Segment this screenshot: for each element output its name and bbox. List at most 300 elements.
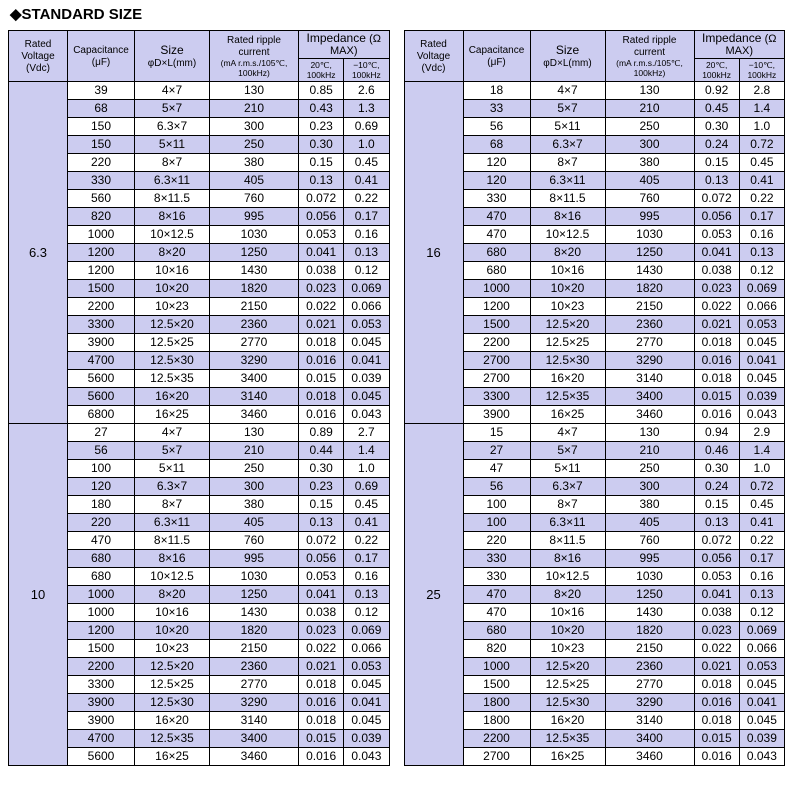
cell-impedance-20c: 0.053 bbox=[694, 568, 739, 586]
cell-capacitance: 3300 bbox=[68, 316, 135, 334]
cell-impedance-minus10c: 0.45 bbox=[739, 154, 784, 172]
cell-size: 10×12.5 bbox=[135, 568, 210, 586]
cell-ripple-current: 1250 bbox=[605, 244, 694, 262]
cell-impedance-minus10c: 0.041 bbox=[739, 694, 784, 712]
cell-size: 8×7 bbox=[135, 496, 210, 514]
header-rated-voltage-l3: (Vdc) bbox=[26, 63, 50, 74]
header-rated-voltage-l2: Voltage bbox=[21, 51, 55, 62]
cell-impedance-20c: 0.92 bbox=[694, 82, 739, 100]
cell-capacitance: 220 bbox=[463, 532, 530, 550]
cell-impedance-20c: 0.018 bbox=[299, 676, 344, 694]
cell-impedance-20c: 0.015 bbox=[299, 730, 344, 748]
cell-ripple-current: 3460 bbox=[210, 748, 299, 766]
cell-impedance-minus10c: 0.12 bbox=[344, 262, 389, 280]
cell-capacitance: 1200 bbox=[68, 622, 135, 640]
cell-size: 12.5×30 bbox=[530, 694, 605, 712]
cell-impedance-minus10c: 1.0 bbox=[739, 118, 784, 136]
cell-rated-voltage: 16 bbox=[404, 82, 463, 424]
cell-ripple-current: 2770 bbox=[605, 676, 694, 694]
header-size bbox=[530, 31, 605, 82]
cell-impedance-minus10c: 0.069 bbox=[344, 280, 389, 298]
cell-ripple-current: 3460 bbox=[210, 406, 299, 424]
cell-ripple-current: 2150 bbox=[210, 640, 299, 658]
cell-impedance-minus10c: 0.16 bbox=[344, 226, 389, 244]
cell-ripple-current: 210 bbox=[210, 442, 299, 460]
cell-capacitance: 1200 bbox=[68, 262, 135, 280]
cell-ripple-current: 210 bbox=[210, 100, 299, 118]
cell-impedance-minus10c: 0.22 bbox=[344, 190, 389, 208]
header-impedance-m10c bbox=[344, 59, 389, 82]
cell-impedance-20c: 0.15 bbox=[694, 154, 739, 172]
cell-impedance-20c: 0.053 bbox=[299, 568, 344, 586]
cell-impedance-20c: 0.30 bbox=[694, 460, 739, 478]
cell-size: 12.5×25 bbox=[530, 334, 605, 352]
cell-impedance-minus10c: 0.041 bbox=[344, 352, 389, 370]
cell-impedance-20c: 0.053 bbox=[694, 226, 739, 244]
cell-ripple-current: 300 bbox=[605, 478, 694, 496]
header-impedance-20c-label: 20℃, 100kHz bbox=[306, 60, 336, 80]
cell-impedance-20c: 0.072 bbox=[299, 190, 344, 208]
cell-capacitance: 5600 bbox=[68, 388, 135, 406]
cell-ripple-current: 2360 bbox=[605, 658, 694, 676]
cell-ripple-current: 3400 bbox=[605, 730, 694, 748]
cell-impedance-minus10c: 0.13 bbox=[344, 244, 389, 262]
cell-size: 5×11 bbox=[530, 460, 605, 478]
cell-capacitance: 3900 bbox=[68, 334, 135, 352]
cell-impedance-20c: 0.016 bbox=[299, 748, 344, 766]
cell-capacitance: 220 bbox=[68, 154, 135, 172]
cell-capacitance: 56 bbox=[463, 478, 530, 496]
cell-size: 16×25 bbox=[135, 748, 210, 766]
cell-capacitance: 1200 bbox=[68, 244, 135, 262]
cell-size: 4×7 bbox=[530, 82, 605, 100]
cell-size: 12.5×30 bbox=[530, 352, 605, 370]
cell-size: 12.5×20 bbox=[135, 658, 210, 676]
cell-impedance-20c: 0.072 bbox=[694, 532, 739, 550]
cell-impedance-20c: 0.015 bbox=[299, 370, 344, 388]
cell-impedance-minus10c: 2.6 bbox=[344, 82, 389, 100]
cell-impedance-minus10c: 0.12 bbox=[739, 262, 784, 280]
cell-impedance-minus10c: 1.0 bbox=[739, 460, 784, 478]
cell-impedance-20c: 0.023 bbox=[299, 622, 344, 640]
cell-impedance-minus10c: 0.039 bbox=[344, 730, 389, 748]
cell-ripple-current: 250 bbox=[210, 460, 299, 478]
cell-capacitance: 330 bbox=[463, 550, 530, 568]
header-rated-voltage-l3: (Vdc) bbox=[421, 63, 446, 74]
header-impedance-20c-label: 20℃, 100kHz bbox=[702, 60, 732, 80]
header-impedance-label: Impedance bbox=[702, 31, 762, 45]
cell-impedance-minus10c: 0.45 bbox=[739, 496, 784, 514]
cell-size: 4×7 bbox=[135, 82, 210, 100]
header-ripple-label: Rated ripple current bbox=[622, 35, 677, 58]
cell-impedance-minus10c: 0.69 bbox=[344, 118, 389, 136]
cell-capacitance: 1500 bbox=[463, 316, 530, 334]
cell-impedance-minus10c: 0.053 bbox=[739, 658, 784, 676]
cell-impedance-minus10c: 2.9 bbox=[739, 424, 784, 442]
cell-impedance-minus10c: 1.4 bbox=[344, 442, 389, 460]
cell-impedance-minus10c: 1.0 bbox=[344, 460, 389, 478]
cell-capacitance: 56 bbox=[68, 442, 135, 460]
cell-capacitance: 680 bbox=[68, 550, 135, 568]
header-rated-voltage-l1: Rated bbox=[420, 39, 447, 50]
cell-impedance-20c: 0.30 bbox=[299, 460, 344, 478]
cell-size: 6.3×7 bbox=[135, 478, 210, 496]
cell-impedance-20c: 0.46 bbox=[694, 442, 739, 460]
cell-ripple-current: 380 bbox=[605, 496, 694, 514]
table-row bbox=[404, 424, 785, 442]
cell-ripple-current: 1430 bbox=[605, 262, 694, 280]
cell-impedance-20c: 0.038 bbox=[299, 604, 344, 622]
cell-capacitance: 3900 bbox=[68, 694, 135, 712]
cell-impedance-20c: 0.021 bbox=[694, 658, 739, 676]
cell-capacitance: 470 bbox=[463, 604, 530, 622]
header-impedance-20c bbox=[299, 59, 344, 82]
header-size-label: Size bbox=[555, 42, 580, 57]
cell-size: 6.3×7 bbox=[135, 118, 210, 136]
cell-size: 16×20 bbox=[530, 370, 605, 388]
cell-impedance-20c: 0.056 bbox=[299, 550, 344, 568]
cell-impedance-minus10c: 0.45 bbox=[344, 154, 389, 172]
header-rated-voltage bbox=[9, 31, 68, 82]
cell-impedance-minus10c: 0.16 bbox=[739, 568, 784, 586]
cell-capacitance: 470 bbox=[463, 208, 530, 226]
cell-size: 10×20 bbox=[530, 280, 605, 298]
cell-size: 6.3×11 bbox=[135, 514, 210, 532]
cell-impedance-20c: 0.021 bbox=[694, 316, 739, 334]
cell-size: 12.5×35 bbox=[135, 370, 210, 388]
cell-impedance-minus10c: 0.045 bbox=[344, 712, 389, 730]
cell-impedance-20c: 0.038 bbox=[694, 262, 739, 280]
cell-impedance-20c: 0.041 bbox=[299, 586, 344, 604]
cell-ripple-current: 760 bbox=[605, 532, 694, 550]
cell-impedance-20c: 0.041 bbox=[694, 244, 739, 262]
cell-impedance-20c: 0.15 bbox=[299, 154, 344, 172]
cell-impedance-20c: 0.016 bbox=[299, 406, 344, 424]
cell-ripple-current: 405 bbox=[210, 514, 299, 532]
cell-impedance-minus10c: 0.045 bbox=[739, 370, 784, 388]
cell-impedance-20c: 0.016 bbox=[694, 748, 739, 766]
cell-capacitance: 56 bbox=[463, 118, 530, 136]
cell-impedance-20c: 0.072 bbox=[299, 532, 344, 550]
cell-ripple-current: 130 bbox=[210, 424, 299, 442]
cell-capacitance: 680 bbox=[463, 244, 530, 262]
header-impedance-label: Impedance bbox=[306, 31, 366, 45]
cell-capacitance: 2700 bbox=[463, 352, 530, 370]
cell-size: 8×7 bbox=[530, 154, 605, 172]
cell-ripple-current: 760 bbox=[210, 190, 299, 208]
cell-impedance-minus10c: 0.045 bbox=[739, 712, 784, 730]
cell-impedance-minus10c: 0.069 bbox=[739, 280, 784, 298]
cell-ripple-current: 1820 bbox=[605, 622, 694, 640]
cell-capacitance: 680 bbox=[463, 262, 530, 280]
header-ripple-unit: (mA r.m.s./105℃, 100kHz) bbox=[616, 58, 683, 78]
cell-size: 8×11.5 bbox=[135, 190, 210, 208]
cell-capacitance: 15 bbox=[463, 424, 530, 442]
cell-capacitance: 39 bbox=[68, 82, 135, 100]
cell-impedance-minus10c: 0.039 bbox=[739, 388, 784, 406]
cell-impedance-minus10c: 2.8 bbox=[739, 82, 784, 100]
cell-size: 12.5×20 bbox=[530, 316, 605, 334]
header-capacitance-label: Capacitance bbox=[73, 45, 129, 56]
cell-impedance-20c: 0.43 bbox=[299, 100, 344, 118]
cell-ripple-current: 2770 bbox=[210, 676, 299, 694]
cell-capacitance: 150 bbox=[68, 136, 135, 154]
cell-rated-voltage: 10 bbox=[9, 424, 68, 766]
cell-capacitance: 470 bbox=[463, 226, 530, 244]
cell-impedance-minus10c: 0.043 bbox=[344, 748, 389, 766]
cell-size: 4×7 bbox=[135, 424, 210, 442]
cell-ripple-current: 300 bbox=[210, 118, 299, 136]
cell-capacitance: 3900 bbox=[68, 712, 135, 730]
cell-capacitance: 4700 bbox=[68, 730, 135, 748]
cell-size: 16×25 bbox=[530, 748, 605, 766]
cell-capacitance: 3300 bbox=[68, 676, 135, 694]
cell-impedance-20c: 0.015 bbox=[694, 730, 739, 748]
cell-capacitance: 150 bbox=[68, 118, 135, 136]
cell-size: 5×7 bbox=[135, 100, 210, 118]
tables-container bbox=[8, 30, 785, 766]
cell-ripple-current: 2150 bbox=[210, 298, 299, 316]
cell-ripple-current: 3290 bbox=[210, 694, 299, 712]
cell-capacitance: 100 bbox=[463, 496, 530, 514]
cell-capacitance: 3300 bbox=[463, 388, 530, 406]
cell-impedance-minus10c: 0.066 bbox=[344, 640, 389, 658]
cell-ripple-current: 2360 bbox=[605, 316, 694, 334]
cell-ripple-current: 1030 bbox=[605, 226, 694, 244]
cell-size: 10×12.5 bbox=[530, 226, 605, 244]
cell-size: 8×16 bbox=[530, 550, 605, 568]
cell-ripple-current: 1030 bbox=[605, 568, 694, 586]
header-impedance bbox=[299, 31, 390, 59]
cell-size: 10×12.5 bbox=[530, 568, 605, 586]
cell-capacitance: 5600 bbox=[68, 748, 135, 766]
cell-capacitance: 820 bbox=[68, 208, 135, 226]
cell-ripple-current: 1250 bbox=[605, 586, 694, 604]
cell-capacitance: 120 bbox=[463, 172, 530, 190]
cell-impedance-minus10c: 0.039 bbox=[344, 370, 389, 388]
header-capacitance bbox=[68, 31, 135, 82]
cell-ripple-current: 760 bbox=[605, 190, 694, 208]
cell-capacitance: 330 bbox=[463, 568, 530, 586]
cell-impedance-minus10c: 0.45 bbox=[344, 496, 389, 514]
cell-impedance-minus10c: 0.41 bbox=[739, 172, 784, 190]
cell-impedance-20c: 0.021 bbox=[299, 316, 344, 334]
cell-size: 12.5×30 bbox=[135, 694, 210, 712]
cell-capacitance: 680 bbox=[463, 622, 530, 640]
cell-size: 10×20 bbox=[135, 622, 210, 640]
cell-capacitance: 2700 bbox=[463, 370, 530, 388]
cell-size: 16×25 bbox=[135, 406, 210, 424]
cell-ripple-current: 130 bbox=[605, 424, 694, 442]
cell-ripple-current: 1820 bbox=[210, 280, 299, 298]
cell-ripple-current: 3290 bbox=[210, 352, 299, 370]
cell-size: 8×7 bbox=[135, 154, 210, 172]
cell-size: 10×20 bbox=[135, 280, 210, 298]
cell-impedance-minus10c: 0.69 bbox=[344, 478, 389, 496]
cell-ripple-current: 2360 bbox=[210, 658, 299, 676]
cell-size: 5×11 bbox=[135, 460, 210, 478]
cell-size: 5×7 bbox=[530, 442, 605, 460]
cell-impedance-20c: 0.13 bbox=[299, 172, 344, 190]
cell-size: 16×20 bbox=[530, 712, 605, 730]
cell-ripple-current: 3460 bbox=[605, 406, 694, 424]
cell-impedance-minus10c: 0.16 bbox=[344, 568, 389, 586]
cell-capacitance: 120 bbox=[68, 478, 135, 496]
cell-size: 8×20 bbox=[530, 244, 605, 262]
cell-ripple-current: 250 bbox=[605, 118, 694, 136]
header-rated-voltage-l2: Voltage bbox=[416, 51, 451, 62]
cell-capacitance: 1000 bbox=[68, 226, 135, 244]
cell-impedance-minus10c: 0.17 bbox=[739, 208, 784, 226]
cell-impedance-minus10c: 0.069 bbox=[739, 622, 784, 640]
table-row bbox=[404, 82, 785, 100]
cell-ripple-current: 130 bbox=[210, 82, 299, 100]
cell-size: 6.3×11 bbox=[135, 172, 210, 190]
cell-size: 10×23 bbox=[530, 298, 605, 316]
cell-capacitance: 1000 bbox=[68, 586, 135, 604]
cell-impedance-20c: 0.89 bbox=[299, 424, 344, 442]
header-capacitance-unit: (μF) bbox=[91, 57, 111, 68]
cell-size: 16×20 bbox=[135, 388, 210, 406]
cell-ripple-current: 380 bbox=[210, 496, 299, 514]
cell-impedance-20c: 0.022 bbox=[299, 640, 344, 658]
cell-capacitance: 68 bbox=[463, 136, 530, 154]
cell-impedance-20c: 0.44 bbox=[299, 442, 344, 460]
cell-ripple-current: 2150 bbox=[605, 298, 694, 316]
header-capacitance bbox=[463, 31, 530, 82]
cell-size: 8×20 bbox=[135, 586, 210, 604]
cell-impedance-20c: 0.041 bbox=[299, 244, 344, 262]
cell-impedance-20c: 0.13 bbox=[694, 172, 739, 190]
header-impedance bbox=[694, 31, 785, 59]
cell-ripple-current: 3140 bbox=[210, 712, 299, 730]
cell-capacitance: 1500 bbox=[68, 280, 135, 298]
cell-capacitance: 47 bbox=[463, 460, 530, 478]
cell-impedance-minus10c: 0.41 bbox=[344, 514, 389, 532]
cell-impedance-minus10c: 0.045 bbox=[344, 388, 389, 406]
cell-impedance-20c: 0.30 bbox=[299, 136, 344, 154]
cell-capacitance: 1000 bbox=[68, 604, 135, 622]
cell-ripple-current: 995 bbox=[210, 208, 299, 226]
cell-size: 5×11 bbox=[135, 136, 210, 154]
header-ripple-label: Rated ripple current bbox=[227, 35, 281, 58]
cell-ripple-current: 3290 bbox=[605, 352, 694, 370]
cell-impedance-20c: 0.023 bbox=[694, 280, 739, 298]
cell-ripple-current: 380 bbox=[210, 154, 299, 172]
cell-ripple-current: 995 bbox=[605, 208, 694, 226]
cell-impedance-minus10c: 0.13 bbox=[739, 244, 784, 262]
cell-ripple-current: 2150 bbox=[605, 640, 694, 658]
header-size bbox=[135, 31, 210, 82]
cell-capacitance: 2200 bbox=[68, 298, 135, 316]
cell-size: 12.5×20 bbox=[135, 316, 210, 334]
cell-capacitance: 27 bbox=[463, 442, 530, 460]
cell-ripple-current: 2770 bbox=[605, 334, 694, 352]
cell-capacitance: 180 bbox=[68, 496, 135, 514]
cell-impedance-minus10c: 0.17 bbox=[344, 208, 389, 226]
cell-impedance-minus10c: 0.045 bbox=[344, 334, 389, 352]
cell-impedance-20c: 0.021 bbox=[299, 658, 344, 676]
cell-capacitance: 1000 bbox=[463, 658, 530, 676]
header-impedance-unit: (Ω MAX) bbox=[330, 33, 381, 57]
cell-ripple-current: 1250 bbox=[210, 586, 299, 604]
cell-impedance-20c: 0.24 bbox=[694, 136, 739, 154]
cell-size: 8×16 bbox=[135, 550, 210, 568]
cell-impedance-20c: 0.45 bbox=[694, 100, 739, 118]
cell-size: 12.5×35 bbox=[135, 730, 210, 748]
header-impedance-m10c-label: −10℃, 100kHz bbox=[747, 60, 777, 80]
cell-size: 16×25 bbox=[530, 406, 605, 424]
cell-impedance-minus10c: 0.069 bbox=[344, 622, 389, 640]
cell-capacitance: 220 bbox=[68, 514, 135, 532]
cell-size: 12.5×25 bbox=[135, 334, 210, 352]
cell-size: 10×23 bbox=[135, 298, 210, 316]
cell-impedance-20c: 0.018 bbox=[299, 388, 344, 406]
cell-impedance-20c: 0.022 bbox=[694, 640, 739, 658]
cell-ripple-current: 250 bbox=[210, 136, 299, 154]
cell-capacitance: 100 bbox=[463, 514, 530, 532]
cell-impedance-20c: 0.016 bbox=[299, 694, 344, 712]
cell-impedance-minus10c: 0.13 bbox=[739, 586, 784, 604]
cell-capacitance: 2200 bbox=[68, 658, 135, 676]
cell-impedance-20c: 0.018 bbox=[694, 370, 739, 388]
table-row bbox=[9, 424, 390, 442]
header-size-unit: φD×L(mm) bbox=[147, 57, 197, 69]
cell-ripple-current: 995 bbox=[605, 550, 694, 568]
header-capacitance-unit: (μF) bbox=[487, 57, 506, 68]
cell-size: 12.5×35 bbox=[530, 730, 605, 748]
cell-impedance-20c: 0.072 bbox=[694, 190, 739, 208]
cell-ripple-current: 1030 bbox=[210, 568, 299, 586]
cell-size: 5×7 bbox=[530, 100, 605, 118]
cell-capacitance: 120 bbox=[463, 154, 530, 172]
cell-capacitance: 1000 bbox=[463, 280, 530, 298]
cell-ripple-current: 3400 bbox=[210, 730, 299, 748]
cell-size: 8×11.5 bbox=[530, 532, 605, 550]
cell-capacitance: 470 bbox=[463, 586, 530, 604]
cell-size: 10×23 bbox=[135, 640, 210, 658]
cell-ripple-current: 380 bbox=[605, 154, 694, 172]
cell-size: 10×12.5 bbox=[135, 226, 210, 244]
cell-size: 12.5×25 bbox=[530, 676, 605, 694]
cell-size: 5×11 bbox=[530, 118, 605, 136]
cell-capacitance: 5600 bbox=[68, 370, 135, 388]
cell-impedance-20c: 0.022 bbox=[299, 298, 344, 316]
cell-size: 12.5×25 bbox=[135, 676, 210, 694]
cell-ripple-current: 405 bbox=[605, 172, 694, 190]
cell-size: 6.3×7 bbox=[530, 478, 605, 496]
cell-ripple-current: 1250 bbox=[210, 244, 299, 262]
spec-table-right bbox=[404, 30, 786, 766]
cell-impedance-minus10c: 0.053 bbox=[739, 316, 784, 334]
cell-capacitance: 3900 bbox=[463, 406, 530, 424]
cell-capacitance: 33 bbox=[463, 100, 530, 118]
cell-capacitance: 100 bbox=[68, 460, 135, 478]
cell-impedance-20c: 0.018 bbox=[299, 334, 344, 352]
header-rated-voltage-l1: Rated bbox=[24, 39, 52, 50]
cell-size: 6.3×11 bbox=[530, 514, 605, 532]
cell-impedance-20c: 0.016 bbox=[694, 406, 739, 424]
cell-impedance-20c: 0.038 bbox=[694, 604, 739, 622]
cell-ripple-current: 210 bbox=[605, 100, 694, 118]
cell-ripple-current: 3400 bbox=[605, 388, 694, 406]
cell-size: 8×11.5 bbox=[530, 190, 605, 208]
header-rated-voltage bbox=[404, 31, 463, 82]
header-impedance-m10c-label: −10℃, 100kHz bbox=[351, 60, 381, 80]
cell-impedance-minus10c: 1.4 bbox=[739, 100, 784, 118]
cell-capacitance: 27 bbox=[68, 424, 135, 442]
cell-capacitance: 2700 bbox=[463, 748, 530, 766]
